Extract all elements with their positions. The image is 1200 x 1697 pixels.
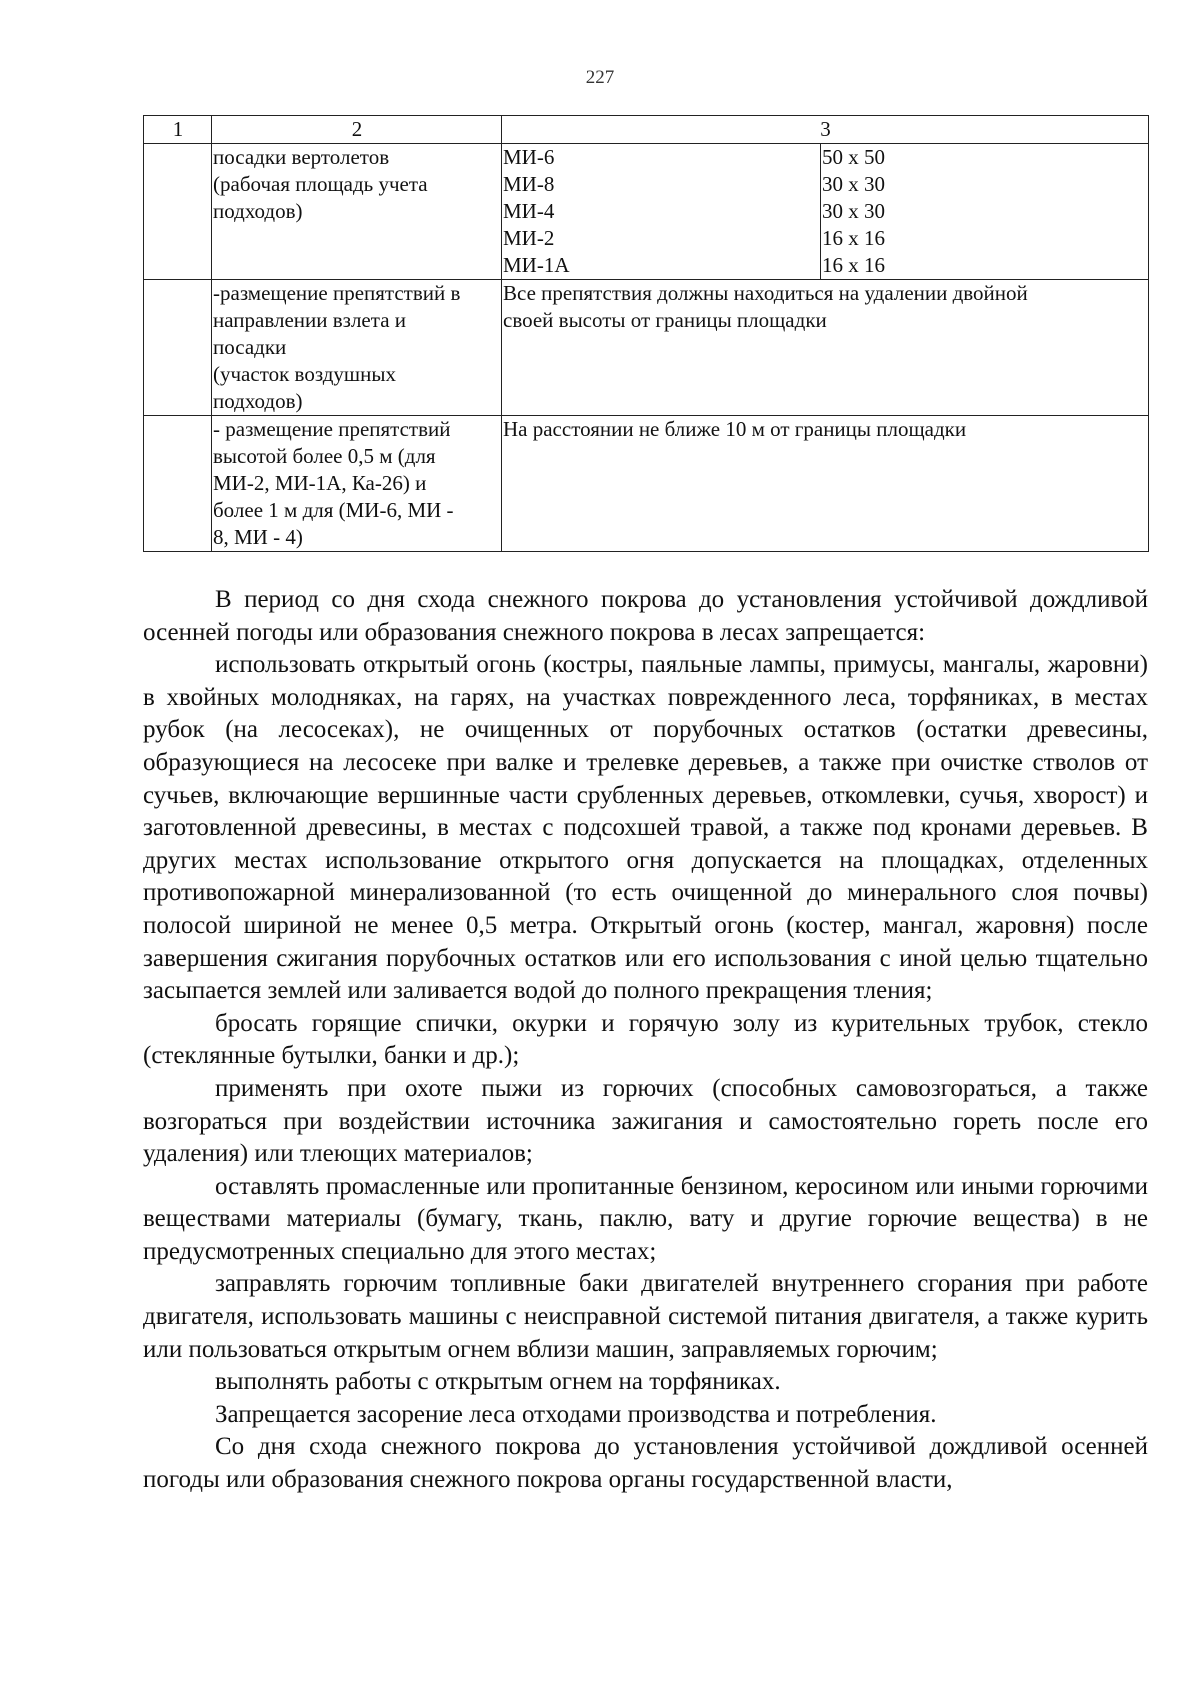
label-line: (участок воздушных [213,362,396,386]
empty-cell [144,144,212,280]
label-line: 8, МИ - 4) [213,525,303,549]
label-line: высотой более 0,5 м (для [213,444,436,468]
helicopter-models [502,144,821,280]
body-text [143,584,1148,1497]
paragraph: В период со дня схода снежного покрова до установления устойчивой дождливой осенней погоды или образования снежного покрова в лесах запрещается: [143,586,1148,646]
header-col-3: 3 [502,116,1149,144]
empty-cell [144,280,212,416]
table-header-row [144,116,1149,144]
size-item: 16 х 16 [822,253,885,277]
model-item: МИ-8 [503,172,555,196]
label-line: -размещение препятствий в [213,281,461,305]
label-line: подходов) [213,389,303,413]
label-line: посадки вертолетов [213,145,390,169]
obstacles-takeoff-value [502,280,1149,416]
model-item: МИ-6 [503,145,555,169]
size-item: 16 х 16 [822,226,885,250]
specification-table [143,115,1149,552]
size-item: 30 х 30 [822,172,885,196]
paragraph: оставлять промасленные или пропитанные бензином, керосином или иными горючими веществами материалы (бумагу, ткань, паклю, вату и другие горючие вещества) в не предусмотренных специально для этого местах; [143,1172,1148,1265]
size-item: 50 х 50 [822,145,885,169]
paragraph: выполнять работы с открытым огнем на торфяниках. [215,1368,781,1396]
size-item: 30 х 30 [822,199,885,223]
header-col-2: 2 [212,116,502,144]
label-line: направлении взлета и [213,308,406,332]
label-line: более 1 м для (МИ-6, МИ - [213,498,454,522]
model-item: МИ-1А [503,253,570,277]
label-line: МИ-2, МИ-1А, Ка-26) и [213,471,427,495]
label-line: - размещение препятствий [213,417,451,441]
table-row [144,416,1149,552]
value-line: Все препятствия должны находиться на удалении двойной [503,281,1028,305]
header-col-1: 1 [144,116,212,144]
helipad-label [212,144,502,280]
value-line: На расстоянии не ближе 10 м от границы площадки [503,417,967,441]
label-line: (рабочая площадь учета [213,172,428,196]
paragraph: использовать открытый огонь (костры, паяльные лампы, примусы, мангалы, жаровни) в хвойных молодняках, на гарях, на участках поврежденного леса, торфяниках, в местах рубок (на лесосеках), не очищенных от порубочных остатков (остатки древесины, образующиеся на лесосеке при валке и трелевке деревьев, а также при очистке стволов от сучьев, включающие вершинные части срубленных деревьев, откомлевки, сучья, хворост) и заготовленной древесины, в местах с подсохшей травой, а также под кронами деревьев. В других местах использование открытого огня допускается на площадках, отделенных противопожарной минерализованной (то есть очищенной до минерального слоя почвы) полосой шириной не менее 0,5 метра. Открытый огонь (костер, мангал, жаровня) после завершения сжигания порубочных остатков или его использования с иной целью тщательно засыпается землей или заливается водой до полного прекращения тления; [143,651,1148,1005]
paragraph: Запрещается засорение леса отходами производства и потребления. [215,1400,937,1428]
paragraph: Со дня схода снежного покрова до установления устойчивой дождливой осенней погоды или образования снежного покрова органы государственной власти, [143,1433,1148,1494]
page-number: 227 [585,67,615,88]
pad-sizes [821,144,1149,280]
obstacles-height-label [212,416,502,552]
paragraph: заправлять горючим топливные баки двигателей внутреннего сгорания при работе двигателя, использовать машины с неисправной системой питания двигателя, а также курить или пользоваться открытым огнем вблизи машин, заправляемых горючим; [143,1270,1148,1363]
paragraph: применять при охоте пыжи из горючих (способных самовозгораться, а также возгораться при воздействии источника зажигания и самостоятельно гореть после его удаления) или тлеющих материалов; [143,1074,1148,1168]
paragraph: бросать горящие спички, окурки и горячую золу из курительных трубок, стекло (стеклянные бутылки, банки и др.); [143,1009,1148,1070]
obstacles-takeoff-label [212,280,502,416]
label-line: посадки [213,335,287,359]
empty-cell [144,416,212,552]
model-item: МИ-2 [503,226,555,250]
table-row [144,280,1149,416]
model-item: МИ-4 [503,199,555,223]
label-line: подходов) [213,199,303,223]
value-line: своей высоты от границы площадки [503,308,827,332]
obstacles-height-value [502,416,1149,552]
table-row [144,144,1149,280]
